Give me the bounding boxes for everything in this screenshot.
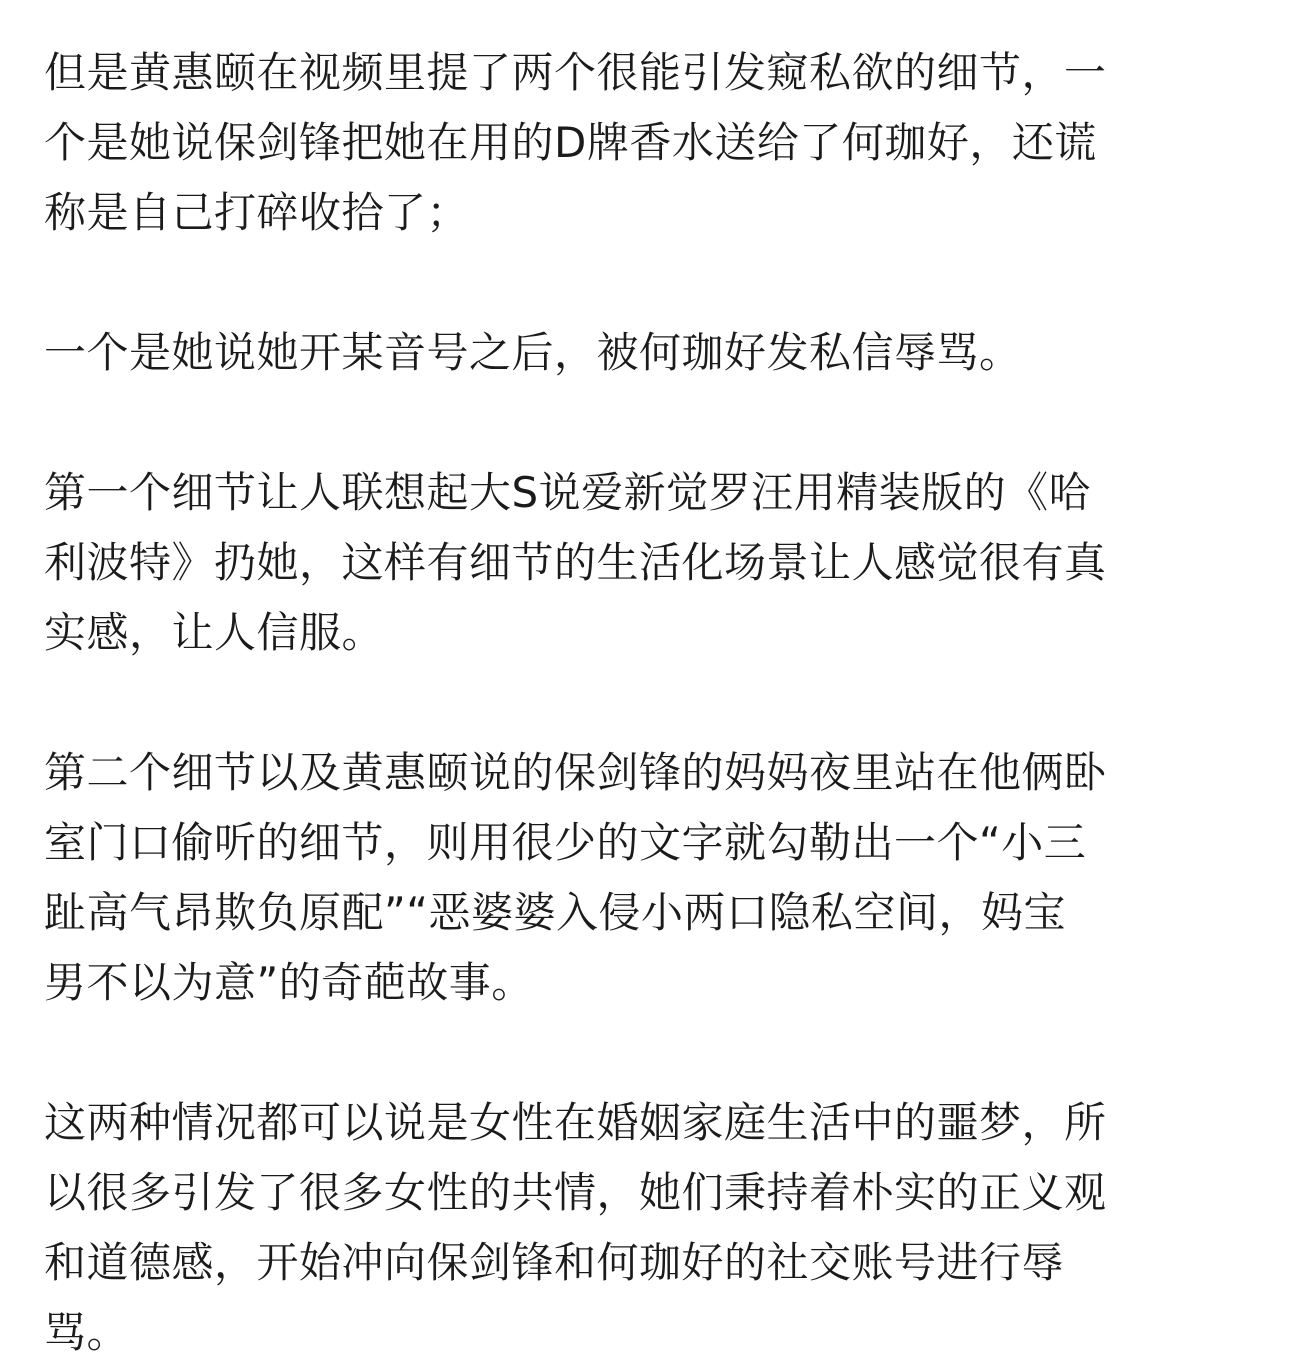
text-line: 这两种情况都可以说是女性在婚姻家庭生活中的噩梦，所	[44, 1098, 1107, 1147]
text-line: 和道德感，开始冲向保剑锋和何珈好的社交账号进行辱	[44, 1238, 1065, 1287]
text-line: 趾高气昂欺负原配”“恶婆婆入侵小两口隐私空间，妈宝	[44, 888, 1067, 937]
text-line: 一个是她说她开某音号之后，被何珈好发私信辱骂。	[44, 328, 1022, 377]
paragraph-2	[44, 318, 1244, 388]
text-line: 称是自己打碎收拾了；	[44, 188, 470, 237]
text-line: 骂。	[44, 1308, 130, 1357]
text-line: 第二个细节以及黄惠颐说的保剑锋的妈妈夜里站在他俩卧	[44, 748, 1107, 797]
text-line: 实感，让人信服。	[44, 608, 385, 657]
paragraph-4	[44, 738, 1244, 1018]
text-line: 利波特》扔她，这样有细节的生活化场景让人感觉很有真	[44, 538, 1107, 587]
text-line: 但是黄惠颐在视频里提了两个很能引发窥私欲的细节，一	[44, 48, 1107, 97]
text-line: 男不以为意”的奇葩故事。	[44, 958, 534, 1007]
text-line: 以很多引发了很多女性的共情，她们秉持着朴实的正义观	[44, 1168, 1107, 1217]
text-line: 室门口偷听的细节，则用很少的文字就勾勒出一个“小三	[44, 818, 1087, 867]
text-line: 个是她说保剑锋把她在用的D牌香水送给了何珈好，还谎	[44, 118, 1097, 167]
article-body	[44, 38, 1244, 1368]
paragraph-5	[44, 1088, 1244, 1368]
text-line: 第一个细节让人联想起大S说爱新觉罗汪用精装版的《哈	[44, 468, 1092, 517]
paragraph-1	[44, 38, 1244, 248]
paragraph-3	[44, 458, 1244, 668]
